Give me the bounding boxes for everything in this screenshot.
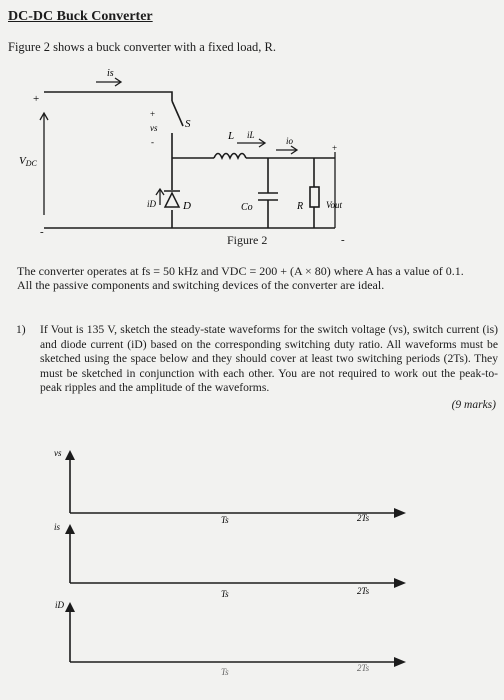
id-time-arrowhead	[394, 657, 406, 667]
conditions-line-2: All the passive components and switching devices of the converter are ideal.	[17, 278, 385, 292]
is-ts-label: Ts	[221, 589, 229, 599]
vs-plus: +	[150, 109, 156, 119]
inductor-coil	[214, 154, 246, 159]
io-label: io	[286, 136, 294, 146]
id-ts-label: Ts	[221, 667, 229, 677]
vs-time-arrowhead	[394, 508, 406, 518]
il-label: iL	[247, 130, 255, 140]
id-label: iD	[147, 199, 156, 209]
vs-2ts-label: 2Ts	[357, 513, 370, 523]
vdc-label: VDC	[19, 155, 37, 168]
is-axis-label: is	[54, 522, 61, 532]
operating-conditions	[17, 264, 497, 292]
out-minus: -	[341, 234, 345, 246]
vs-axis-arrowhead	[65, 450, 75, 460]
vs-label: vs	[150, 123, 158, 133]
is-axis-arrowhead	[65, 524, 75, 534]
vs-axis-label: vs	[54, 448, 62, 458]
is-label: is	[107, 68, 114, 79]
intro-text: Figure 2 shows a buck converter with a fixed load, R.	[8, 40, 276, 54]
switch-blade	[172, 101, 183, 126]
diode-label: D	[183, 200, 191, 212]
question-text: If Vout is 135 V, sketch the steady-state waveforms for the switch voltage (vs), switch current (is) and diode current (iD) based on the corresponding switching duty ratio. All waveforms must be sketched using the space below and they should cover at least two switching periods (2Ts). They must be sketched in conjunction with each other. You are not required to work out the peak-to-peak ripples and the amplitude of the waveforms.	[40, 323, 498, 395]
page-title: DC-DC Buck Converter	[8, 9, 153, 24]
resistor-body	[310, 187, 319, 207]
id-axis-label: iD	[55, 600, 64, 610]
switch-label: S	[185, 118, 191, 130]
vs-minus: -	[151, 137, 154, 147]
marks-label: (9 marks)	[451, 399, 496, 411]
left-plus: +	[33, 93, 40, 105]
capacitor-label: Co	[241, 202, 253, 213]
top-rail	[44, 92, 172, 101]
inductor-label: L	[228, 130, 235, 142]
figure-caption: Figure 2	[227, 233, 268, 247]
vs-ts-label: Ts	[221, 515, 229, 525]
question-number: 1)	[16, 323, 26, 336]
resistor-label: R	[297, 201, 304, 212]
is-2ts-label: 2Ts	[357, 586, 370, 596]
vout-label: Vout	[326, 200, 343, 210]
left-minus: -	[40, 226, 44, 238]
diode-symbol	[164, 191, 180, 207]
waveform-axes	[0, 430, 504, 700]
conditions-line-1: The converter operates at fs = 50 kHz and VDC = 200 + (A × 80) where A has a value of 0.1.	[17, 264, 464, 278]
out-plus: +	[332, 143, 338, 153]
id-2ts-label: 2Ts	[357, 663, 370, 673]
is-time-arrowhead	[394, 578, 406, 588]
id-axis-arrowhead	[65, 602, 75, 612]
